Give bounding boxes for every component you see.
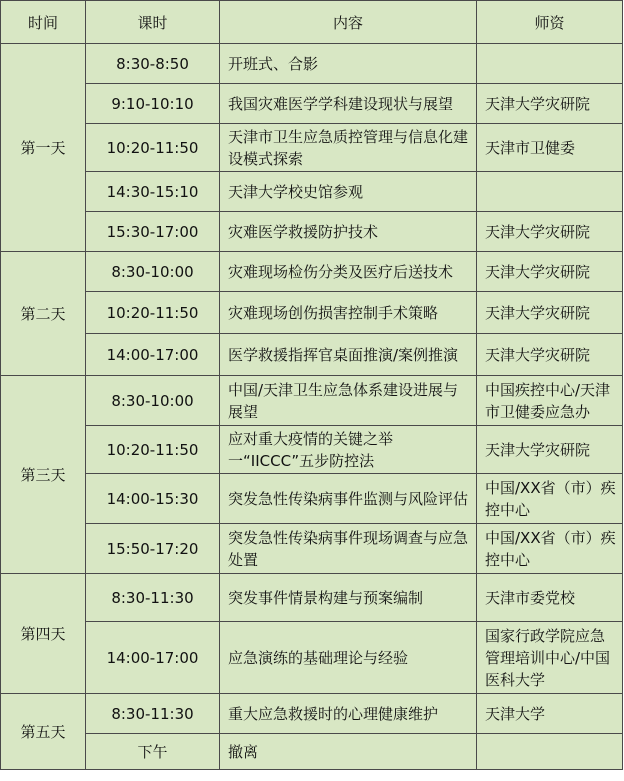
session-content: 医学救援指挥官桌面推演/案例推演 [220,334,477,376]
session-teacher [477,44,623,84]
session-teacher: 中国/XX省（市）疾控中心 [477,524,623,574]
table-row [1,524,623,574]
session-time: 15:50-17:20 [86,524,220,574]
session-time: 8:30-11:30 [86,574,220,622]
session-time: 8:30-10:00 [86,252,220,292]
session-time: 10:20-11:50 [86,426,220,474]
table-row [1,376,623,426]
session-teacher [477,734,623,770]
header-row [1,1,623,44]
session-time: 14:00-17:00 [86,334,220,376]
session-time: 14:00-17:00 [86,622,220,694]
table-row [1,292,623,334]
table-row [1,252,623,292]
header-teacher: 师资 [477,1,623,44]
session-teacher: 国家行政学院应急管理培训中心/中国医科大学 [477,622,623,694]
table-row [1,574,623,622]
session-content: 灾难医学救援防护技术 [220,212,477,252]
session-content: 突发急性传染病事件现场调查与应急处置 [220,524,477,574]
session-content: 应急演练的基础理论与经验 [220,622,477,694]
table-row [1,124,623,172]
header-time: 时间 [1,1,86,44]
session-time: 14:30-15:10 [86,172,220,212]
table-row [1,734,623,770]
session-time: 8:30-11:30 [86,694,220,734]
session-teacher: 中国疾控中心/天津市卫健委应急办 [477,376,623,426]
session-teacher: 天津市委党校 [477,574,623,622]
session-teacher: 天津大学 [477,694,623,734]
day-label: 第三天 [1,376,86,574]
session-teacher: 天津市卫健委 [477,124,623,172]
session-content: 天津大学校史馆参观 [220,172,477,212]
session-content: 中国/天津卫生应急体系建设进展与展望 [220,376,477,426]
day-label: 第四天 [1,574,86,694]
session-time: 15:30-17:00 [86,212,220,252]
session-time: 8:30-10:00 [86,376,220,426]
day-label: 第一天 [1,44,86,252]
day-label: 第二天 [1,252,86,376]
session-teacher: 天津大学灾研院 [477,292,623,334]
session-content: 重大应急救援时的心理健康维护 [220,694,477,734]
table-row [1,172,623,212]
session-content: 突发急性传染病事件监测与风险评估 [220,474,477,524]
header-content: 内容 [220,1,477,44]
table-row [1,622,623,694]
session-content: 撤离 [220,734,477,770]
session-time: 9:10-10:10 [86,84,220,124]
session-time: 14:00-15:30 [86,474,220,524]
table-row [1,694,623,734]
table-row [1,44,623,84]
session-teacher: 天津大学灾研院 [477,84,623,124]
header-hours: 课时 [86,1,220,44]
session-teacher: 天津大学灾研院 [477,212,623,252]
session-teacher [477,172,623,212]
table-row [1,334,623,376]
session-content: 突发事件情景构建与预案编制 [220,574,477,622]
session-teacher: 中国/XX省（市）疾控中心 [477,474,623,524]
session-content: 灾难现场检伤分类及医疗后送技术 [220,252,477,292]
session-content: 应对重大疫情的关键之举一“IICCC”五步防控法 [220,426,477,474]
session-time: 10:20-11:50 [86,124,220,172]
table-row [1,474,623,524]
table-row [1,212,623,252]
session-time: 8:30-8:50 [86,44,220,84]
table-row [1,84,623,124]
table-row [1,426,623,474]
session-teacher: 天津大学灾研院 [477,426,623,474]
session-content: 天津市卫生应急质控管理与信息化建设模式探索 [220,124,477,172]
session-content: 我国灾难医学学科建设现状与展望 [220,84,477,124]
day-label: 第五天 [1,694,86,770]
session-content: 灾难现场创伤损害控制手术策略 [220,292,477,334]
session-time: 10:20-11:50 [86,292,220,334]
session-teacher: 天津大学灾研院 [477,252,623,292]
session-teacher: 天津大学灾研院 [477,334,623,376]
session-time: 下午 [86,734,220,770]
session-content: 开班式、合影 [220,44,477,84]
